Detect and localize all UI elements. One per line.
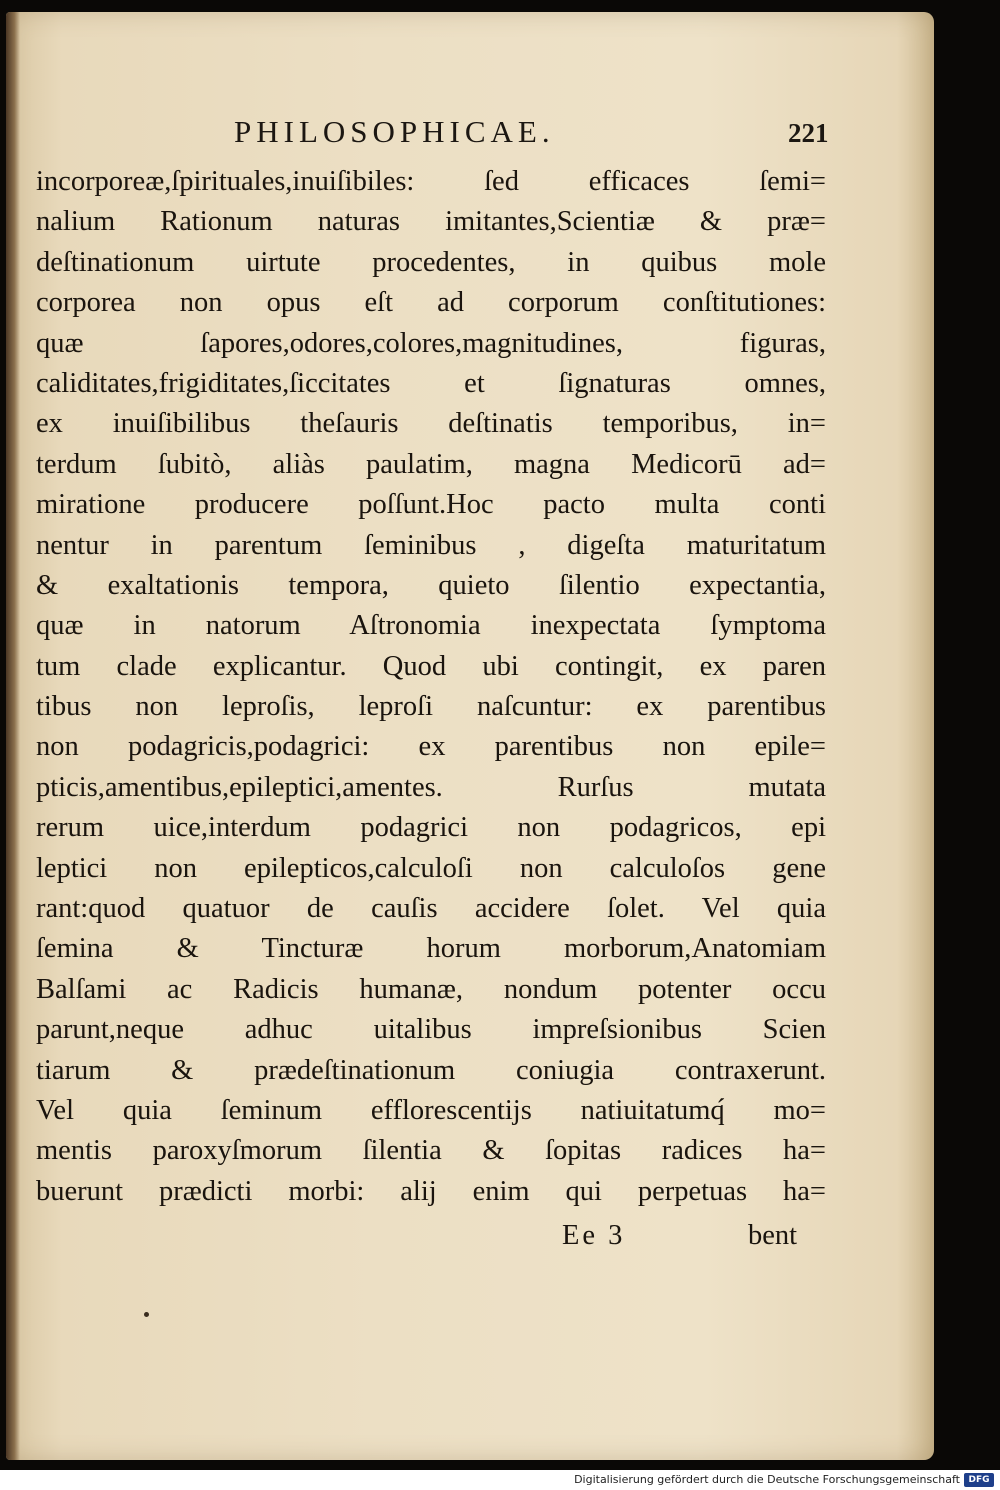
text-line: ex inuiſibilibus theſauris deſtinatis temporibus, in= (36, 408, 826, 440)
text-line: parunt,neque adhuc uitalibus impreſsionibus Scien (36, 1014, 826, 1046)
text-line: non podagricis,podagrici: ex parentibus non epile= (36, 731, 826, 763)
page-number: 221 (788, 118, 829, 148)
text-line: mentis paroxyſmorum ſilentia & ſopitas radices ha= (36, 1135, 826, 1167)
text-line: rant:quod quatuor de cauſis accidere ſolet. Vel quia (36, 893, 826, 925)
running-head (6, 114, 934, 160)
text-line: terdum ſubitò, aliàs paulatim, magna Medicorū ad= (36, 448, 826, 480)
body-text (36, 162, 826, 1212)
ink-speck (144, 1312, 149, 1317)
text-line: rerum uice,interdum podagrici non podagricos, epi (36, 812, 826, 844)
text-line: nentur in parentum ſeminibus , digeſta maturitatum (36, 529, 826, 561)
text-line: miratione producere poſſunt.Hoc pacto multa conti (36, 489, 826, 521)
running-title: PHILOSOPHICAE. (234, 114, 555, 149)
funding-note: Digitalisierung gefördert durch die Deutsche Forschungsgemeinschaft (574, 1473, 960, 1486)
text-line: nalium Rationum naturas imitantes,Scientiæ & præ= (36, 206, 826, 238)
catchword: bent (748, 1220, 798, 1251)
text-line: tibus non leproſis, leproſi naſcuntur: ex parentibus (36, 691, 826, 723)
signature-mark: Ee 3 (562, 1220, 626, 1251)
footer-bar (0, 1470, 1000, 1490)
text-line: pticis,amentibus,epileptici,amentes. Rurſus mutata (36, 771, 826, 803)
text-line: tiarum & prædeſtinationum coniugia contraxerunt. (36, 1054, 826, 1086)
text-line: caliditates,frigiditates,ſiccitates et ſignaturas omnes, (36, 367, 826, 399)
text-line: corporea non opus eſt ad corporum conſtitutiones: (36, 287, 826, 319)
text-line: Vel quia ſeminum efflorescentijs natiuitatumq́ mo= (36, 1094, 826, 1126)
text-line: buerunt prædicti morbi: alij enim qui perpetuas ha= (36, 1175, 826, 1207)
book-page (6, 12, 934, 1460)
text-line: leptici non epilepticos,calculoſi non calculoſos gene (36, 852, 826, 884)
text-line: quæ in natorum Aſtronomia inexpectata ſymptoma (36, 610, 826, 642)
text-line: quæ ſapores,odores,colores,magnitudines, figuras, (36, 327, 826, 359)
text-line: & exaltationis tempora, quieto ſilentio expectantia, (36, 569, 826, 601)
dfg-logo: DFG (964, 1473, 994, 1487)
text-line: tum clade explicantur. Quod ubi contingit, ex paren (36, 650, 826, 682)
text-line: incorporeæ,ſpirituales,inuiſibiles: ſed efficaces ſemi= (36, 166, 826, 197)
text-line: ſemina & Tincturæ horum morborum,Anatomiam (36, 933, 826, 965)
text-line: Balſami ac Radicis humanæ, nondum potenter occu (36, 973, 826, 1005)
binding-edge (6, 12, 20, 1460)
text-line: deſtinationum uirtute procedentes, in quibus mole (36, 246, 826, 278)
